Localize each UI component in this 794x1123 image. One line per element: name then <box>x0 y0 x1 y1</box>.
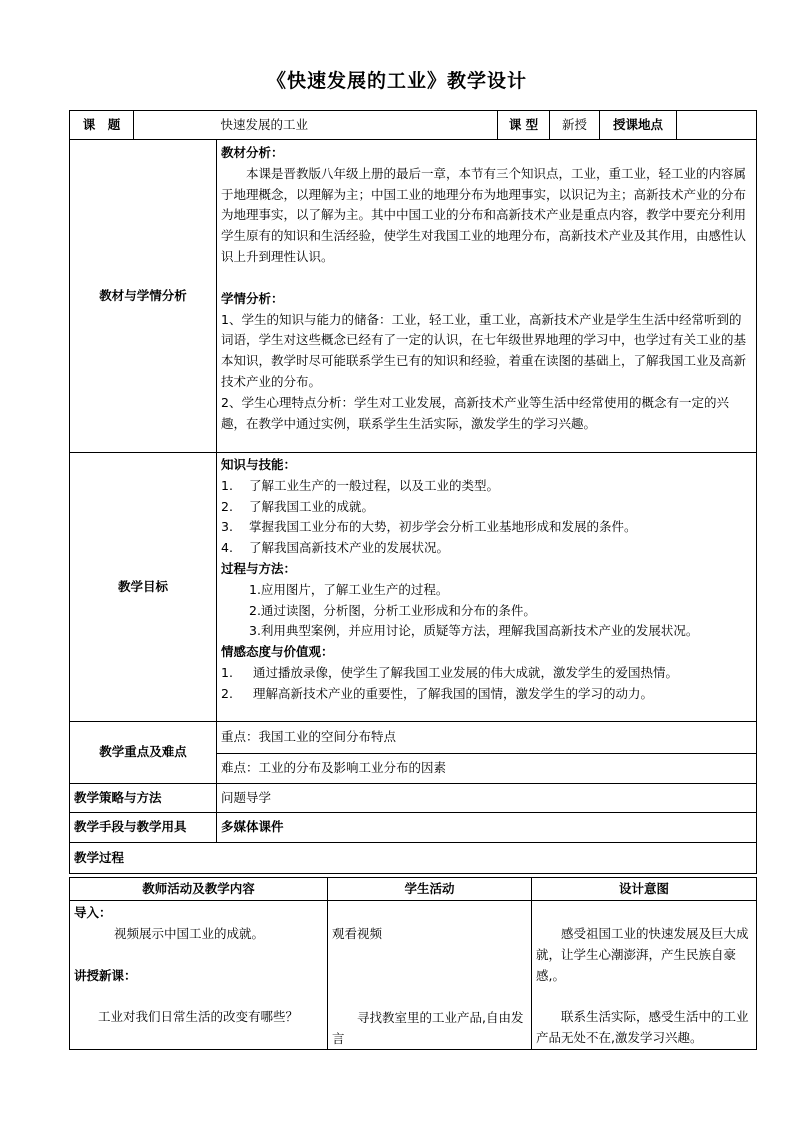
emotion-item: 2. 理解高新技术产业的重要性，了解我国的国情，激发学生的学习的动力。 <box>221 685 654 701</box>
material-heading: 教材分析： <box>221 145 284 160</box>
analysis-content <box>217 140 757 453</box>
col-teacher-header: 教师活动及教学内容 <box>70 878 328 901</box>
teaching-process-table <box>69 877 757 1050</box>
strategy-label: 教学策略与方法 <box>70 784 217 813</box>
topic-value: 快速发展的工业 <box>217 111 498 140</box>
student-heading: 学情分析： <box>221 290 284 306</box>
document-title: 《快速发展的工业》教学设计 <box>266 70 527 92</box>
student-find: 寻找教室里的工业产品,自由发言 <box>332 1009 524 1046</box>
intent-cell <box>532 901 757 1050</box>
type-label: 课 型 <box>498 111 550 140</box>
student-watch: 观看视频 <box>332 926 383 941</box>
process-item: 1.应用图片，了解工业生产的过程。 <box>249 581 449 597</box>
process-item: 2.通过读图，分析图，分析工业形成和分布的条件。 <box>249 602 536 618</box>
intro-text: 视频展示中国工业的成就。 <box>114 925 265 941</box>
knowledge-item: 4. 了解我国高新技术产业的发展状况。 <box>221 540 450 556</box>
key-points-label: 教学重点及难点 <box>70 722 217 784</box>
knowledge-item: 2. 了解我国工业的成就。 <box>221 498 375 514</box>
col-student-header: 学生活动 <box>328 878 532 901</box>
emotion-heading: 情感态度与价值观： <box>221 644 334 660</box>
place-value <box>677 111 757 140</box>
intent-one: 感受祖国工业的快速发展及巨大成就，让学生心潮澎湃，产生民族自豪感,。 <box>536 926 749 983</box>
tools-value: 多媒体课件 <box>217 813 757 843</box>
process-label: 教学过程 <box>70 843 757 874</box>
new-lesson-heading: 讲授新课： <box>74 967 137 983</box>
col-intent-header: 设计意图 <box>532 878 757 901</box>
type-value: 新授 <box>550 111 600 140</box>
knowledge-item: 1. 了解工业生产的一般过程，以及工业的类型。 <box>221 477 500 493</box>
goals-content <box>217 453 757 722</box>
intent-two: 联系生活实际，感受生活中的工业产品无处不在,激发学习兴趣。 <box>536 1009 749 1046</box>
key-point: 重点：我国工业的空间分布特点 <box>217 722 757 754</box>
emotion-item: 1. 通过播放录像，使学生了解我国工业发展的伟大成就，激发学生的爱国热情。 <box>221 664 679 680</box>
goals-label: 教学目标 <box>70 453 217 722</box>
difficult-point: 难点：工业的分布及影响工业分布的因素 <box>217 754 757 784</box>
student-text-1: 1、学生的知识与能力的储备：工业，轻工业，重工业，高新技术产业是学生生活中经常听到的词语，学生对这些概念已经有了一定的认识，在七年级世界地理的学习中，也学过有关工业的基本知识，教学时尽可能联系学生已有的知识和经验，着重在读图的基础上，了解我国工业及高新技术产业的分布。 <box>221 311 747 389</box>
knowledge-heading: 知识与技能： <box>221 457 297 472</box>
process-heading: 过程与方法： <box>221 560 297 576</box>
analysis-label: 教材与学情分析 <box>70 140 217 453</box>
tools-label: 教学手段与教学用具 <box>70 813 217 843</box>
teacher-cell <box>70 901 328 1050</box>
place-label: 授课地点 <box>600 111 677 140</box>
student-text-2: 2、学生心理特点分析：学生对工业发展，高新技术产业等生活中经常使用的概念有一定的兴趣，在教学中通过实例，联系学生生活实际，激发学生的学习兴趣。 <box>221 394 729 431</box>
strategy-value: 问题导学 <box>217 784 757 813</box>
material-text: 本课是晋教版八年级上册的最后一章，本节有三个知识点，工业，重工业，轻工业的内容属于地理概念，以理解为主；中国工业的地理分布为地理事实，以识记为主；高新技术产业的分布为地理事实，以了解为主。其中中国工业的分布和高新技术产业是重点内容，教学中要充分利用学生原有的知识和生活经验，使学生对我国工业的地理分布，高新技术产业及其作用，由感性认识上升到理性认识。 <box>221 165 747 264</box>
process-item: 3.利用典型案例，并应用讨论，质疑等方法，理解我国高新技术产业的发展状况。 <box>249 623 699 639</box>
topic-label: 课 题 <box>70 111 134 140</box>
lesson-info-table <box>69 110 757 874</box>
student-cell <box>328 901 532 1050</box>
teacher-question: 工业对我们日常生活的改变有哪些？ <box>98 1009 299 1025</box>
intro-heading: 导入： <box>74 905 112 920</box>
knowledge-item: 3. 掌握我国工业分布的大势，初步学会分析工业基地形成和发展的条件。 <box>221 519 637 535</box>
